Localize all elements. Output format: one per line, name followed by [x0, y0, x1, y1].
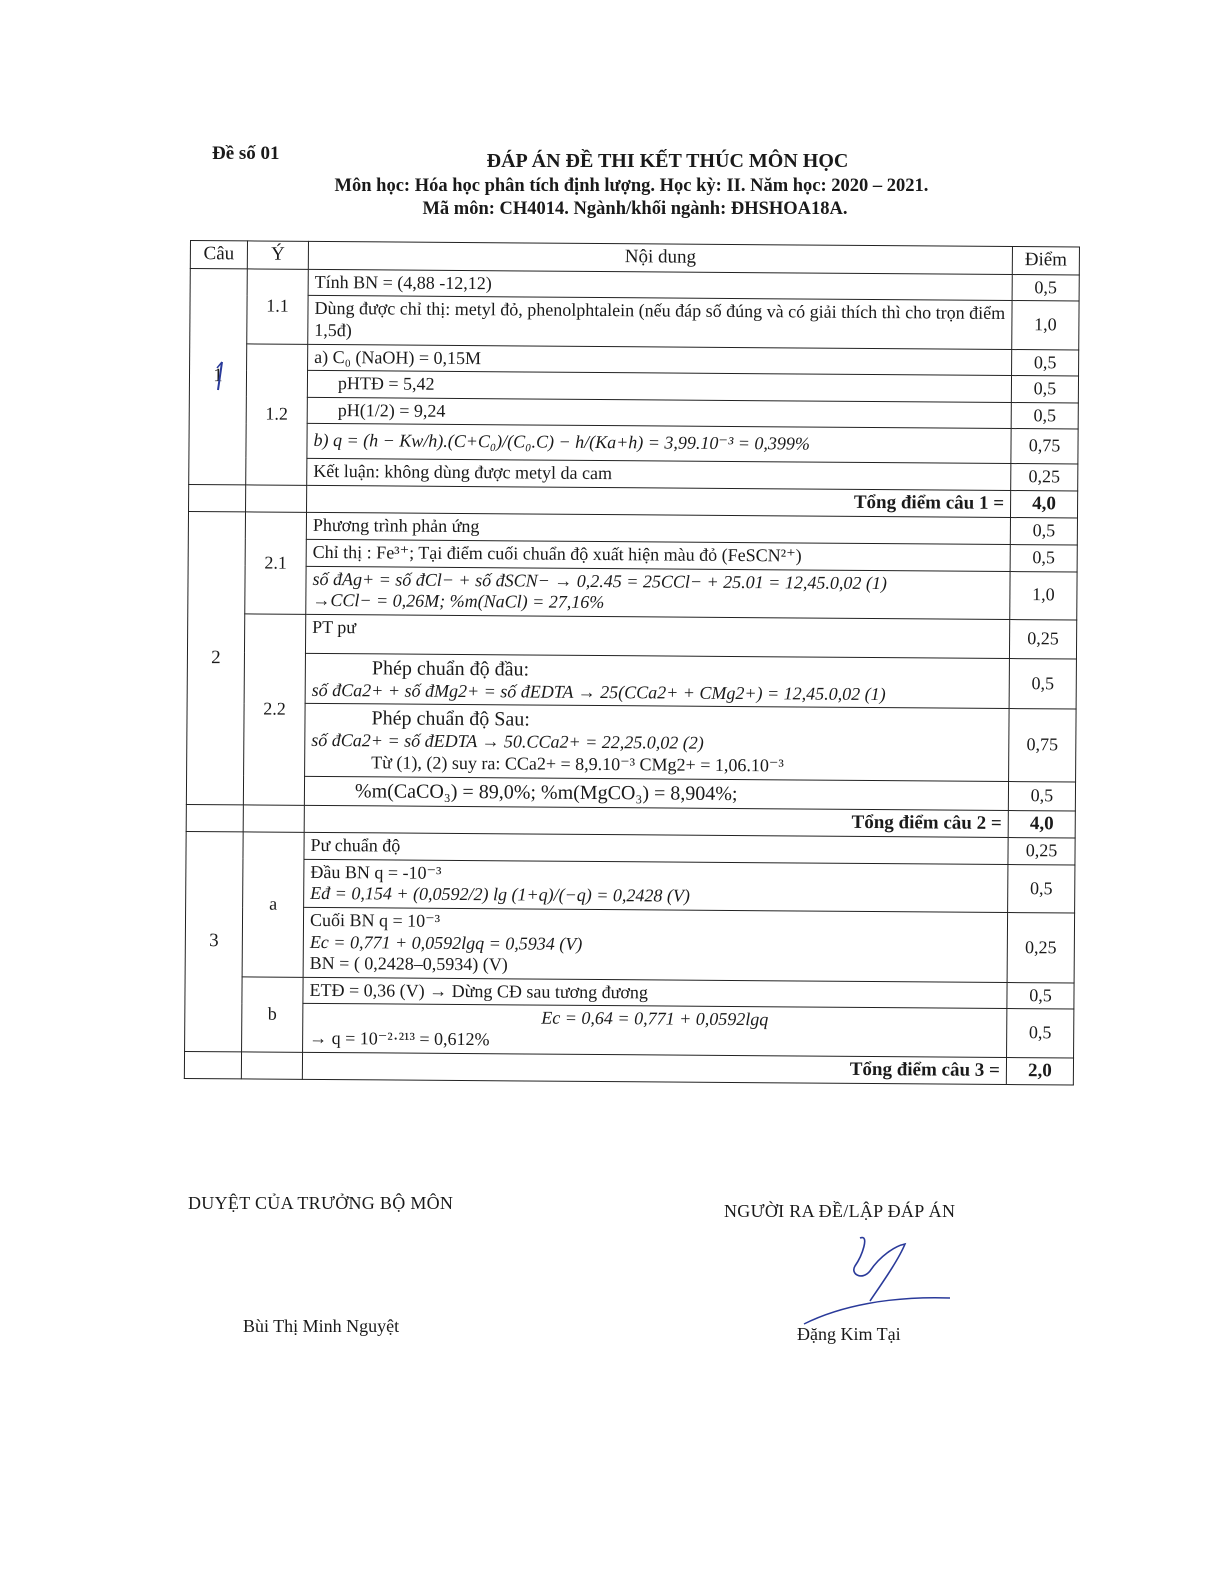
author-title: NGƯỜI RA ĐỀ/LẬP ĐÁP ÁN: [724, 1201, 956, 1221]
table-row: [186, 858, 1075, 913]
part-number: 1.2: [246, 343, 308, 484]
table-row: [185, 1003, 1074, 1058]
answer-text: pH(1/2) = 9,24: [307, 397, 1011, 429]
answer-text: PT pư: [305, 614, 1009, 658]
signature-image: [800, 1226, 960, 1336]
total-label: Tổng điểm câu 2 =: [304, 805, 1008, 838]
score: 0,5: [1011, 402, 1078, 429]
answer-line: số đCa2+ + số đMg2+ = số đEDTA → 25(CCa2+ + CMg2+) = 12,45.0,02 (1): [311, 679, 886, 704]
score: 0,5: [1012, 274, 1079, 301]
part-number: a: [242, 832, 304, 977]
score: 0,75: [1011, 429, 1078, 464]
score: 0,5: [1010, 544, 1077, 571]
exam-number: Đề số 01: [212, 143, 280, 164]
question-number: 1: [189, 268, 248, 484]
answer-text: Tính BN = (4,88 -12,12): [308, 269, 1012, 301]
score: 0,5: [1008, 781, 1075, 810]
answer-text: %m(CaCO₃) = 89,0%; %m(MgCO₃) = 8,904%;: [304, 776, 1008, 810]
answer-formula: b) q = (h − Kw/h).(C+C₀)/(C₀.C) − h/(Ka+h) = 3,99.10⁻³ = 0,399%: [307, 424, 1011, 464]
total-score: 4,0: [1010, 490, 1077, 518]
part-number: 1.1: [247, 269, 309, 344]
answer-text: Pư chuẩn độ: [304, 833, 1008, 865]
answer-cell: [303, 1004, 1007, 1057]
answer-text: Kết luận: không dùng được metyl da cam: [307, 458, 1011, 490]
answer-text: pHTĐ = 5,42: [307, 371, 1011, 403]
answer-line: Ec = 0,771 + 0,0592lgq = 0,5934 (V): [309, 931, 583, 954]
answer-text: Dùng được chỉ thị: metyl đỏ, phenolphtalein (nếu đáp số đúng và có giải thích thì cho trọn điểm 1,5đ): [308, 296, 1012, 349]
course-info: Môn học: Hóa học phân tích định lượng. Học kỳ: II. Năm học: 2020 – 2021.: [334, 176, 929, 196]
answer-text: Phương trình phản ứng: [306, 513, 1010, 545]
step-heading: Phép chuẩn độ Sau:: [371, 707, 530, 731]
score: 0,25: [1009, 619, 1076, 658]
answer-line: →CCl− = 0,26M; %m(NaCl) = 27,16%: [312, 590, 605, 613]
score: 0,25: [1011, 463, 1078, 490]
score: 0,25: [1008, 838, 1075, 865]
approver-name: Bùi Thị Minh Nguyệt: [243, 1316, 400, 1336]
answer-line: Cuối BN q = 10⁻³: [309, 909, 441, 931]
col-y-header: Ý: [247, 241, 308, 269]
score: 1,0: [1010, 571, 1077, 620]
document-title: ĐÁP ÁN ĐỀ THI KẾT THÚC MÔN HỌC: [486, 150, 849, 172]
answer-line: Ec = 0,64 = 0,771 + 0,0592lgq: [541, 1008, 769, 1030]
score: 0,5: [1009, 658, 1076, 709]
total-label: Tổng điểm câu 1 =: [307, 485, 1011, 518]
total-row: [184, 1051, 1073, 1085]
col-content-header: Nội dung: [308, 241, 1012, 274]
answer-cell: [306, 566, 1010, 619]
approval-title: DUYỆT CỦA TRƯỞNG BỘ MÔN: [188, 1193, 454, 1213]
score: 0,5: [1007, 982, 1074, 1009]
answer-text: Chỉ thị : Fe³⁺; Tại điểm cuối chuẩn độ xuất hiện màu đỏ (FeSCN²⁺): [306, 539, 1010, 571]
answer-line: Eđ = 0,154 + (0,0592/2) lg (1+q)/(−q) = 0,2428 (V): [310, 883, 690, 907]
table-row: [185, 907, 1074, 983]
col-diem-header: Điểm: [1012, 247, 1079, 275]
part-number: b: [242, 977, 304, 1052]
score: 0,5: [1008, 864, 1075, 913]
score: 0,75: [1009, 709, 1077, 782]
answer-cell: [305, 653, 1009, 709]
score: 0,5: [1010, 518, 1077, 545]
total-label: Tổng điểm câu 3 =: [302, 1052, 1006, 1085]
answer-line: BN = ( 0,2428–0,5934) (V): [309, 953, 508, 975]
answer-table: [184, 240, 1080, 1086]
answer-text: ETĐ = 0,36 (V) → Dừng CĐ sau tương đương: [303, 977, 1007, 1009]
answer-cell: [303, 907, 1007, 982]
part-number: 2.1: [245, 512, 307, 614]
answer-line: → q = 10⁻²·²¹³ = 0,612%: [309, 1027, 490, 1050]
question-number: 3: [185, 832, 244, 1052]
author-name: Đặng Kim Tại: [797, 1324, 901, 1344]
question-number: 2: [186, 512, 245, 805]
answer-cell: [304, 859, 1008, 912]
score: 0,5: [1011, 376, 1078, 403]
col-cau-header: Câu: [190, 241, 247, 269]
table-row: [190, 295, 1079, 350]
score: 1,0: [1012, 301, 1079, 350]
score: 0,5: [1007, 1009, 1074, 1058]
table-row: [188, 565, 1077, 620]
answer-line: Đầu BN q = -10⁻³: [310, 861, 442, 883]
answer-cell: [305, 704, 1010, 781]
course-code-info: Mã môn: CH4014. Ngành/khối ngành: ĐHSHOA18A.: [422, 199, 848, 219]
score: 0,5: [1012, 349, 1079, 376]
answer-line: số đCa2+ = số đEDTA → 50.CCa2+ = 22,25.0,02 (2): [311, 730, 704, 754]
handwritten-mark: [210, 358, 230, 394]
part-number: 2.2: [243, 614, 305, 805]
answer-line: Từ (1), (2) suy ra: CCa2+ = 8,9.10⁻³ CMg2+ = 1,06.10⁻³: [371, 752, 784, 776]
total-score: 4,0: [1008, 810, 1075, 838]
table-row: [187, 703, 1077, 782]
total-score: 2,0: [1006, 1057, 1073, 1085]
step-heading: Phép chuẩn độ đầu:: [371, 657, 530, 681]
answer-line: số đAg+ = số đCl− + số đSCN− → 0,2.45 = 25CCl− + 25.01 = 12,45.0,02 (1): [312, 568, 887, 593]
answer-text: a) C₀ (NaOH) = 0,15M: [308, 344, 1012, 376]
score: 0,25: [1007, 913, 1075, 983]
table-row: [187, 613, 1076, 659]
table-row: [187, 652, 1076, 709]
